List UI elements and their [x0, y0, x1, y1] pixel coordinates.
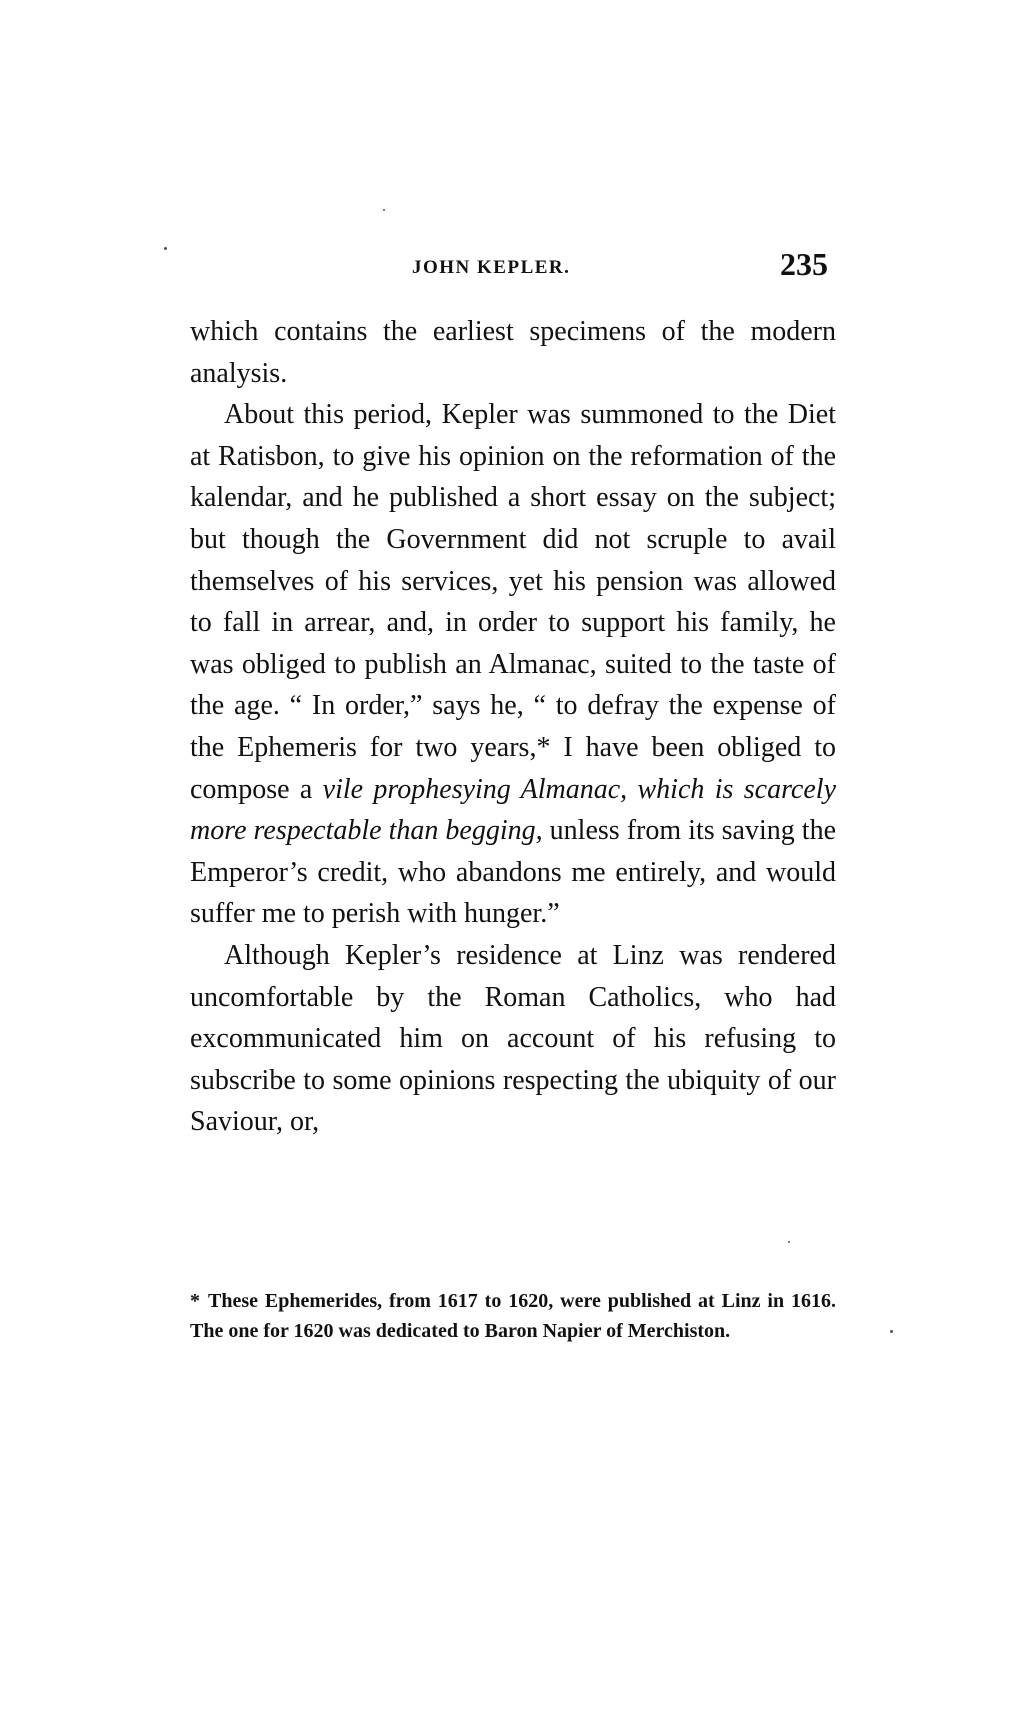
paper-speck — [890, 1330, 893, 1333]
footnote-text: These Ephemerides, from 1617 to 1620, were published at Linz in 1616. The one for 1620 was dedicated to Baron Napier of Merchiston. — [190, 1290, 836, 1342]
footnote — [190, 1286, 836, 1346]
paragraph-2-italic-quote: vile prophesying Almanac, which is scarcely more respectable than begging, — [190, 773, 836, 847]
paragraph-2-text-a: About this period, Kepler was summoned to the Diet at Ratisbon, to give his opinion on the reformation of the kalendar, and he published a short essay on the subject; but though the Government did not scruple to avail themselves of his services, yet his pension was allowed to fall in arrear, and, in order to support his family, he was obliged to publish an Almanac, suited to the taste of the age. “ In order,” says he, “ to defray the expense of the Ephemeris for two years,* I have been obliged to compose a — [190, 399, 836, 805]
paper-speck — [164, 247, 167, 250]
page-header — [190, 246, 836, 292]
paper-speck — [788, 1241, 790, 1243]
running-head: JOHN KEPLER. — [412, 257, 571, 278]
paragraph-3: Although Kepler’s residence at Linz was rendered uncomfortable by the Roman Catholics, who had excommunicated him on account of his refusing to subscribe to some opinions respecting the ubiquity of our Saviour, or, — [190, 939, 836, 1138]
paper-speck — [383, 209, 385, 211]
page-number: 235 — [780, 246, 828, 282]
paragraph-2 — [190, 394, 836, 935]
footnote-marker: * — [190, 1290, 200, 1312]
paragraph-1: which contains the earliest specimens of the modern analysis. — [190, 316, 836, 389]
body-text — [190, 311, 836, 1143]
paragraph-2-text-b: unless from its saving the Emperor’s credit, who abandons me entirely, and would suffer me to perish with hunger.” — [190, 815, 836, 930]
